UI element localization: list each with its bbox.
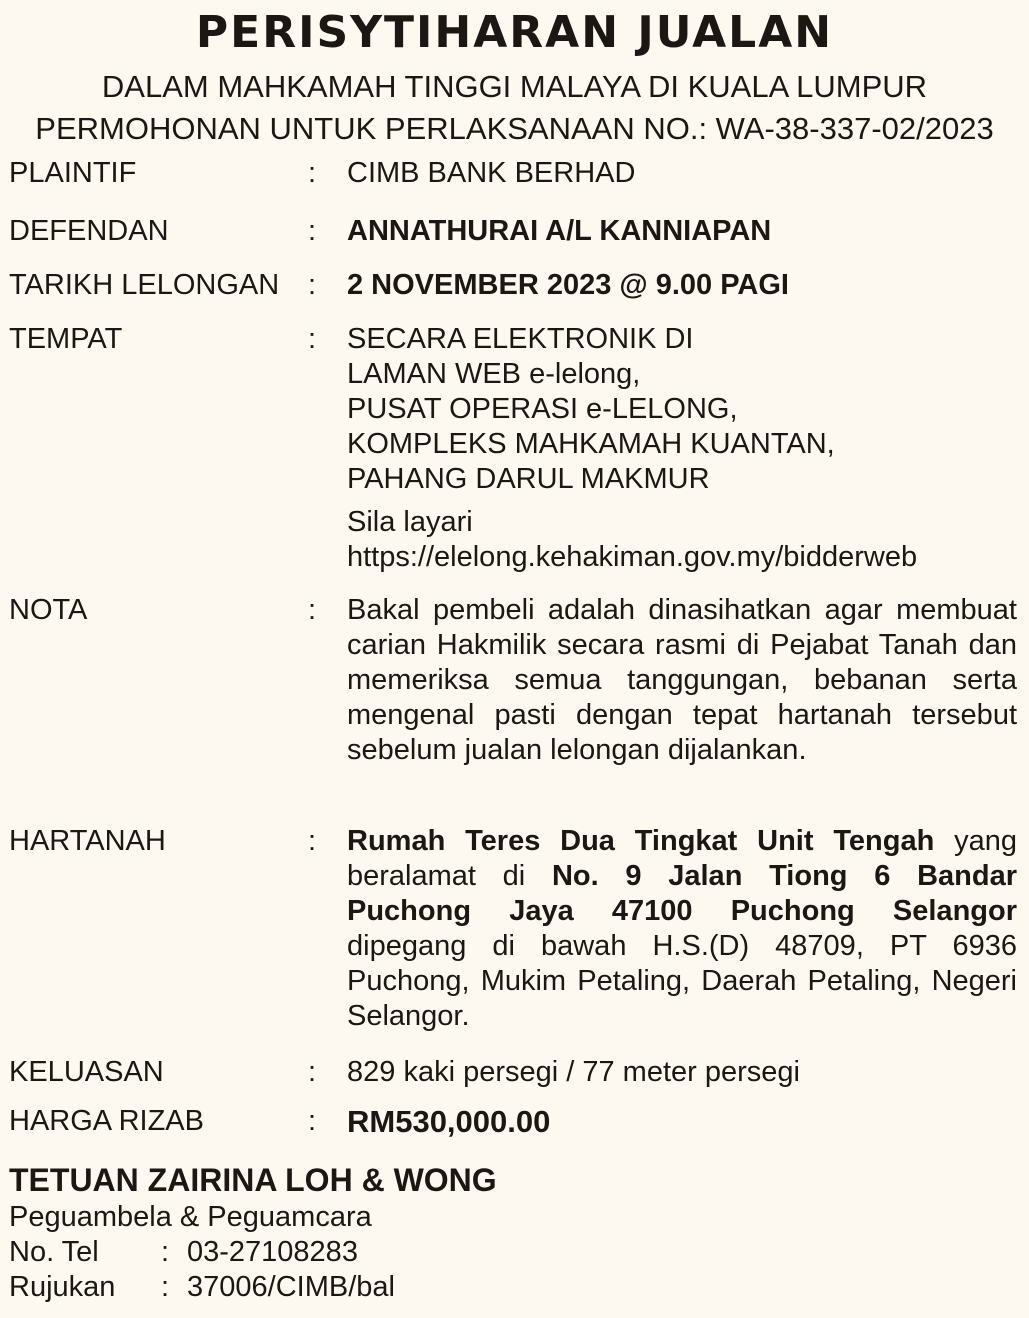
property-title-details: dipegang di bawah H.S.(D) 48709, PT 6936 Puchong, Mukim Petaling, Daerah Petaling, Negeri Selangor. bbox=[347, 930, 1017, 1032]
ref-row bbox=[9, 1270, 1019, 1305]
colon: : bbox=[308, 215, 317, 247]
tempat-line: KOMPLEKS MAHKAMAH KUANTAN, bbox=[347, 428, 835, 460]
harga-label: HARGA RIZAB bbox=[9, 1105, 204, 1137]
defendan-value: ANNATHURAI A/L KANNIAPAN bbox=[347, 215, 772, 247]
defendan-label: DEFENDAN bbox=[9, 215, 169, 247]
solicitor-block bbox=[9, 1160, 1019, 1305]
tel-row bbox=[9, 1235, 1019, 1270]
keluasan-value: 829 kaki persegi / 77 meter persegi bbox=[347, 1056, 800, 1088]
application-number: PERMOHONAN UNTUK PERLAKSANAAN NO.: WA-38-337-02/2023 bbox=[35, 111, 994, 146]
colon: : bbox=[308, 157, 317, 189]
tempat-line: LAMAN WEB e-lelong, bbox=[347, 358, 641, 390]
court-name: DALAM MAHKAMAH TINGGI MALAYA DI KUALA LUMPUR bbox=[101, 69, 928, 104]
tel-value: 03-27108283 bbox=[187, 1236, 358, 1268]
hartanah-connector: yang beralamat di bbox=[347, 825, 1017, 892]
colon: : bbox=[161, 1236, 170, 1268]
colon: : bbox=[308, 323, 317, 355]
firm-role: Peguambela & Peguamcara bbox=[9, 1201, 372, 1233]
tempat-label: TEMPAT bbox=[9, 323, 123, 355]
colon: : bbox=[308, 825, 317, 857]
elelong-url[interactable]: https://elelong.kehakiman.gov.my/bidderweb bbox=[347, 541, 918, 573]
property-address: No. 9 Jalan Tiong 6 Bandar Puchong Jaya 47100 Puchong Selangor bbox=[347, 860, 1017, 927]
ref-value: 37006/CIMB/bal bbox=[187, 1271, 395, 1303]
colon: : bbox=[161, 1271, 170, 1303]
tel-label: No. Tel bbox=[9, 1236, 99, 1268]
hartanah-text bbox=[347, 824, 1017, 1034]
hartanah-label: HARTANAH bbox=[9, 825, 166, 857]
ref-label: Rujukan bbox=[9, 1271, 116, 1303]
tempat-line: SECARA ELEKTRONIK DI bbox=[347, 323, 694, 355]
colon: : bbox=[308, 594, 317, 626]
colon: : bbox=[308, 1105, 317, 1137]
nota-text: Bakal pembeli adalah dinasihatkan agar membuat carian Hakmilik secara rasmi di Pejabat Tanah dan memeriksa semua tanggungan, bebanan serta mengenal pasti dengan tepat hartanah tersebut sebelum jualan lelongan dijalankan. bbox=[347, 594, 1017, 766]
tarikh-value: 2 NOVEMBER 2023 @ 9.00 PAGI bbox=[347, 269, 789, 301]
property-type: Rumah Teres Dua Tingkat Unit Tengah bbox=[347, 825, 935, 857]
tempat-line: PUSAT OPERASI e-LELONG, bbox=[347, 393, 738, 425]
notice-title: PERISYTIHARAN JUALAN bbox=[195, 7, 834, 58]
harga-value: RM530,000.00 bbox=[347, 1104, 551, 1139]
tarikh-label: TARIKH LELONGAN bbox=[9, 269, 280, 301]
colon: : bbox=[308, 1056, 317, 1088]
plaintif-value: CIMB BANK BERHAD bbox=[347, 157, 636, 189]
tempat-value bbox=[347, 322, 1017, 575]
keluasan-label: KELUASAN bbox=[9, 1056, 164, 1088]
firm-name: TETUAN ZAIRINA LOH & WONG bbox=[9, 1162, 497, 1198]
plaintif-label: PLAINTIF bbox=[9, 157, 137, 189]
tempat-line: PAHANG DARUL MAKMUR bbox=[347, 463, 710, 495]
nota-label: NOTA bbox=[9, 594, 88, 626]
visit-text: Sila layari bbox=[347, 506, 473, 538]
colon: : bbox=[308, 269, 317, 301]
